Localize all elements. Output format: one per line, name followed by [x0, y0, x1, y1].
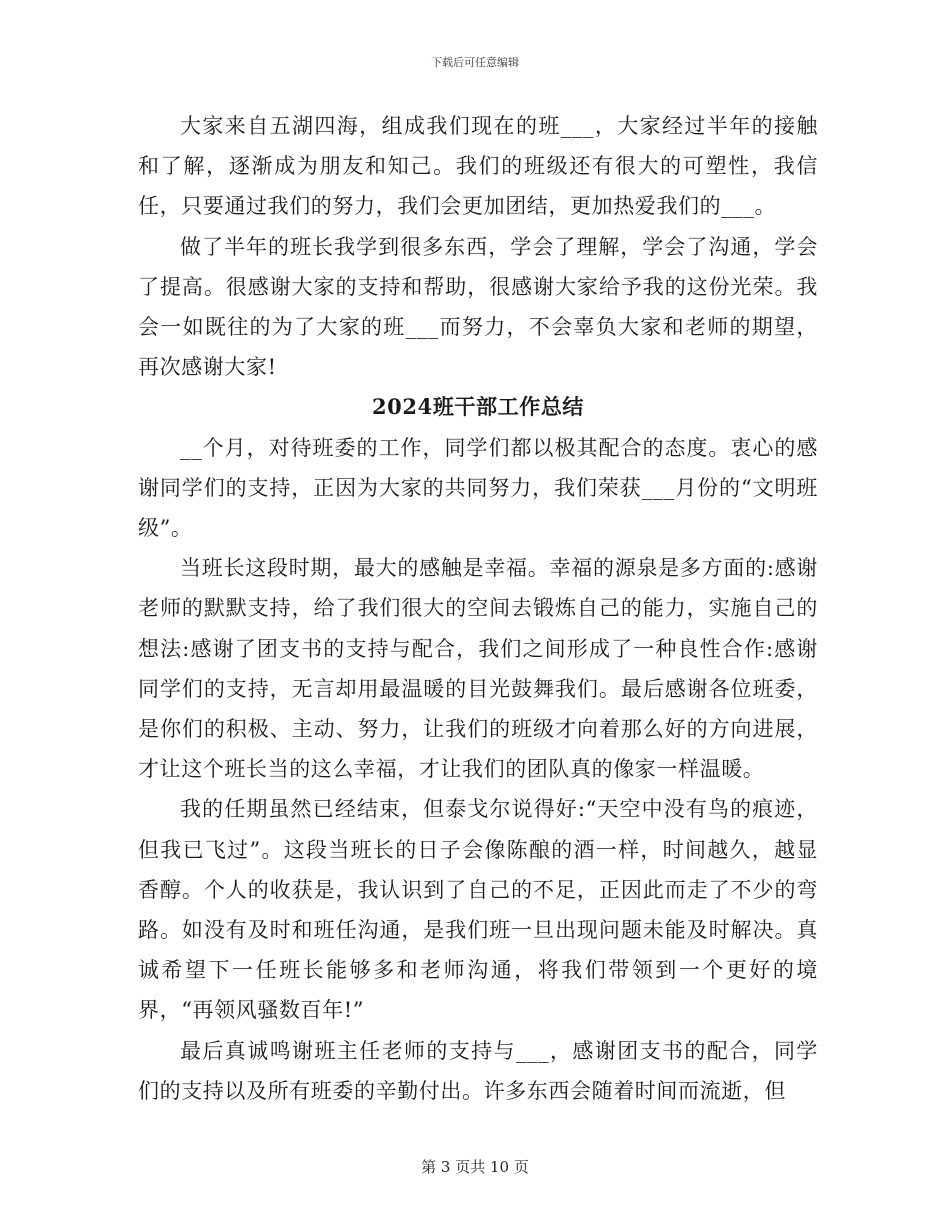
paragraph-2: 做了半年的班长我学到很多东西，学会了理解，学会了沟通，学会了提高。很感谢大家的支持和帮助，很感谢大家给予我的这份光荣。我会一如既往的为了大家的班___而努力，不会辜负大家和老师的期望，再次感谢大家!	[138, 234, 818, 380]
paragraph-1: 大家来自五湖四海，组成我们现在的班___，大家经过半年的接触和了解，逐渐成为朋友和知己。我们的班级还有很大的可塑性，我信任，只要通过我们的努力，我们会更加团结，更加热爱我们的___。	[138, 114, 818, 219]
paragraph-4: 当班长这段时期，最大的感触是幸福。幸福的源泉是多方面的:感谢老师的默默支持，给了我们很大的空间去锻炼自己的能力，实施自己的想法:感谢了团支书的支持与配合，我们之间形成了一种良性合作:感谢同学们的支持，无言却用最温暖的目光鼓舞我们。最后感谢各位班委，是你们的积极、主动、努力，让我们的班级才向着那么好的方向进展，才让这个班长当的这么幸福，才让我们的团队真的像家一样温暖。	[138, 556, 818, 782]
document-body	[138, 106, 818, 1111]
page-number: 第 3 页共 10 页	[421, 1158, 529, 1176]
paragraph-3: __个月，对待班委的工作，同学们都以极其配合的态度。衷心的感谢同学们的支持，正因为大家的共同努力，我们荣获___月份的“文明班级”。	[138, 435, 818, 541]
section-title: 2024班干部工作总结	[371, 394, 585, 420]
paragraph-6: 最后真诚鸣谢班主任老师的支持与___，感谢团支书的配合，同学们的支持以及所有班委的辛勤付出。许多东西会随着时间而流逝，但	[138, 1038, 818, 1103]
page-header: 下载后可任意编辑	[431, 56, 519, 69]
paragraph-5: 我的任期虽然已经结束，但泰戈尔说得好:“天空中没有鸟的痕迹，但我已飞过”。这段当班长的日子会像陈酿的酒一样，时间越久，越显香醇。个人的收获是，我认识到了自己的不足，正因此而走了不少的弯路。如没有及时和班任沟通，是我们班一旦出现问题未能及时解决。真诚希望下一任班长能够多和老师沟通，将我们带领到一个更好的境界，“再领风骚数百年!”	[138, 797, 818, 1023]
